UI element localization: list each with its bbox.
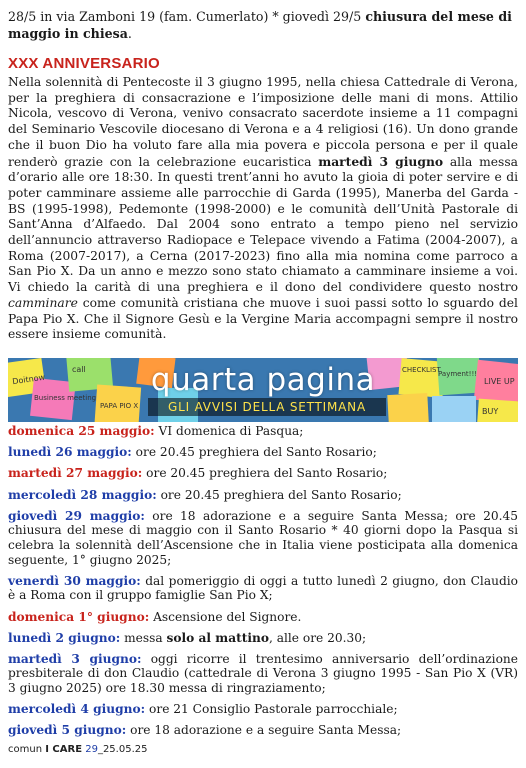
note-label: LIVE UP [484,377,515,386]
anniversary-bold-date: martedì 3 giugno [318,153,444,169]
notice-day: martedì 3 giugno: [8,651,142,666]
anniversary-part-3: come comunità cristiana che muove i suoi passi sotto lo sguardo del Papa Pio X. Che il Signore Gesù e la Vergine Maria accompagni sempre il nostro essere insieme comunità. [8,295,518,342]
notice-item [8,445,518,460]
notice-day: domenica 25 maggio: [8,424,155,438]
footer [8,744,147,755]
banner-title: quarta pagina [150,362,376,398]
note-label: Business meeting [34,394,97,402]
note-label: Payment!!! [438,370,478,378]
intro-text: 28/5 in via Zamboni 19 (fam. Cumerlato) * giovedì 29/5 [8,9,366,24]
note-label: PAPA PIO X [100,402,139,410]
intro-bold: chiusura del mese di maggio in chiesa [8,9,512,41]
footer-brand: I CARE [45,744,83,755]
notice-item [8,466,518,481]
notice-day: lunedì 2 giugno: [8,630,121,645]
notice-bold: solo al mattino [166,630,269,645]
notice-day: mercoledì 4 giugno: [8,702,146,717]
notice-item [8,610,518,625]
notice-text: ore 20.45 preghiera del Santo Rosario; [142,466,388,481]
notice-day: domenica 1° giugno: [8,609,150,624]
notice-item [8,509,518,567]
notice-item [8,631,518,646]
note-label: Doitnow [11,372,46,387]
anniversary-text [8,75,518,343]
weekly-notices-list [8,424,518,745]
notice-day: martedì 27 maggio: [8,466,143,481]
note-label: CHECKLIST [402,366,441,374]
notice-text: , alle ore 20.30; [268,630,367,645]
notice-item [8,574,518,603]
footer-date: _25.05.25 [97,744,148,755]
notice-text: VI domenica di Pasqua; [154,424,304,438]
banner-subtitle: GLI AVVISI DELLA SETTIMANA [148,398,386,416]
notice-text: messa [120,630,167,645]
footer-issue: 29 [82,744,98,755]
notice-day: venerdì 30 maggio: [8,573,141,588]
anniversary-part-2: alla messa d’orario alle ore 18:30. In questi trent’anni ho avuto la gioia di poter servire e di poter camminare assieme alle parrocchie di Garda (1995), Manerba del Garda - BS (1995-1998), Pedemonte (1998-2000) e le comunità dell’Unità Pastorale di Sant’Anna d’Alfaedo. Dal 2004 sono entrato a tempo pieno nel servizio dell’annuncio attraverso Radiopace e Telepace vivendo a Fatima (2004-2007), a Roma (2007-2017), a Cerna (2017-2023) fino alla mia nomina come parroco a San Pio X. Da un anno e mezzo sono stato chiamato a camminare insieme a voi. Vi chiedo la carità di una preghiera e il dono del condividere questo nostro [8,154,518,295]
notice-text: ore 20.45 preghiera del Santo Rosario; [156,487,402,502]
notice-text: ore 18 adorazione e a seguire Santa Messa; ore 20.45 chiusura del mese di maggio con il Santo Rosario * 40 giorni dopo la Pasqua si celebra la solennità dell’Ascensione che in Italia viene posticipata alla domenica seguente, 1° giugno 2025; [8,508,519,567]
notice-text: oggi ricorre il trentesimo anniversario dell’ordinazione presbiterale di don Claudio (cattedrale di Verona 3 giugno 1995 - San Pio X (VR) 3 giugno 2025) ore 18.30 messa di ringraziamento; [8,651,518,696]
notice-text: ore 20.45 preghiera del Santo Rosario; [131,445,377,460]
intro-paragraph [8,8,518,42]
notice-text: dal pomeriggio di oggi a tutto lunedì 2 giugno, don Claudio è a Roma con il gruppo famiglie San Pio X; [8,573,518,603]
anniversary-title: XXX ANNIVERSARIO [8,55,160,72]
footer-prefix: comun [8,744,46,755]
notice-day: lunedì 26 maggio: [8,445,132,460]
notice-item [8,424,518,439]
notice-item [8,723,518,738]
note-label: BUY [482,407,499,416]
anniversary-italic: camminare [8,295,78,310]
notice-text: ore 18 adorazione e a seguire Santa Messa; [126,723,402,738]
notice-day: giovedì 29 maggio: [8,508,145,523]
notice-item [8,652,518,696]
notice-day: mercoledì 28 maggio: [8,487,157,502]
notice-text: Ascensione del Signore. [149,609,302,624]
anniversary-part-1: Nella solennità di Pentecoste il 3 giugno 1995, nella chiesa Cattedrale di Verona, per la preghiera di consacrazione e l’imposizione delle mani di mons. Attilio Nicola, vescovo di Verona, venivo consacrato sacerdote insieme a 11 compagni del Seminario Vescovile diocesano di Verona e a 4 religiosi (16). Un dono grande che il buon Dio ha voluto fare alla mia povera e piccola persona e per il quale renderò grazie con la celebrazione eucaristica [8,75,518,169]
quarta-pagina-banner [8,358,518,422]
notice-day: giovedì 5 giugno: [8,723,127,738]
notice-item [8,702,518,717]
notice-item [8,488,518,503]
notice-text: ore 21 Consiglio Pastorale parrocchiale; [145,702,398,717]
intro-end: . [127,26,132,41]
note-label: call [72,365,86,374]
